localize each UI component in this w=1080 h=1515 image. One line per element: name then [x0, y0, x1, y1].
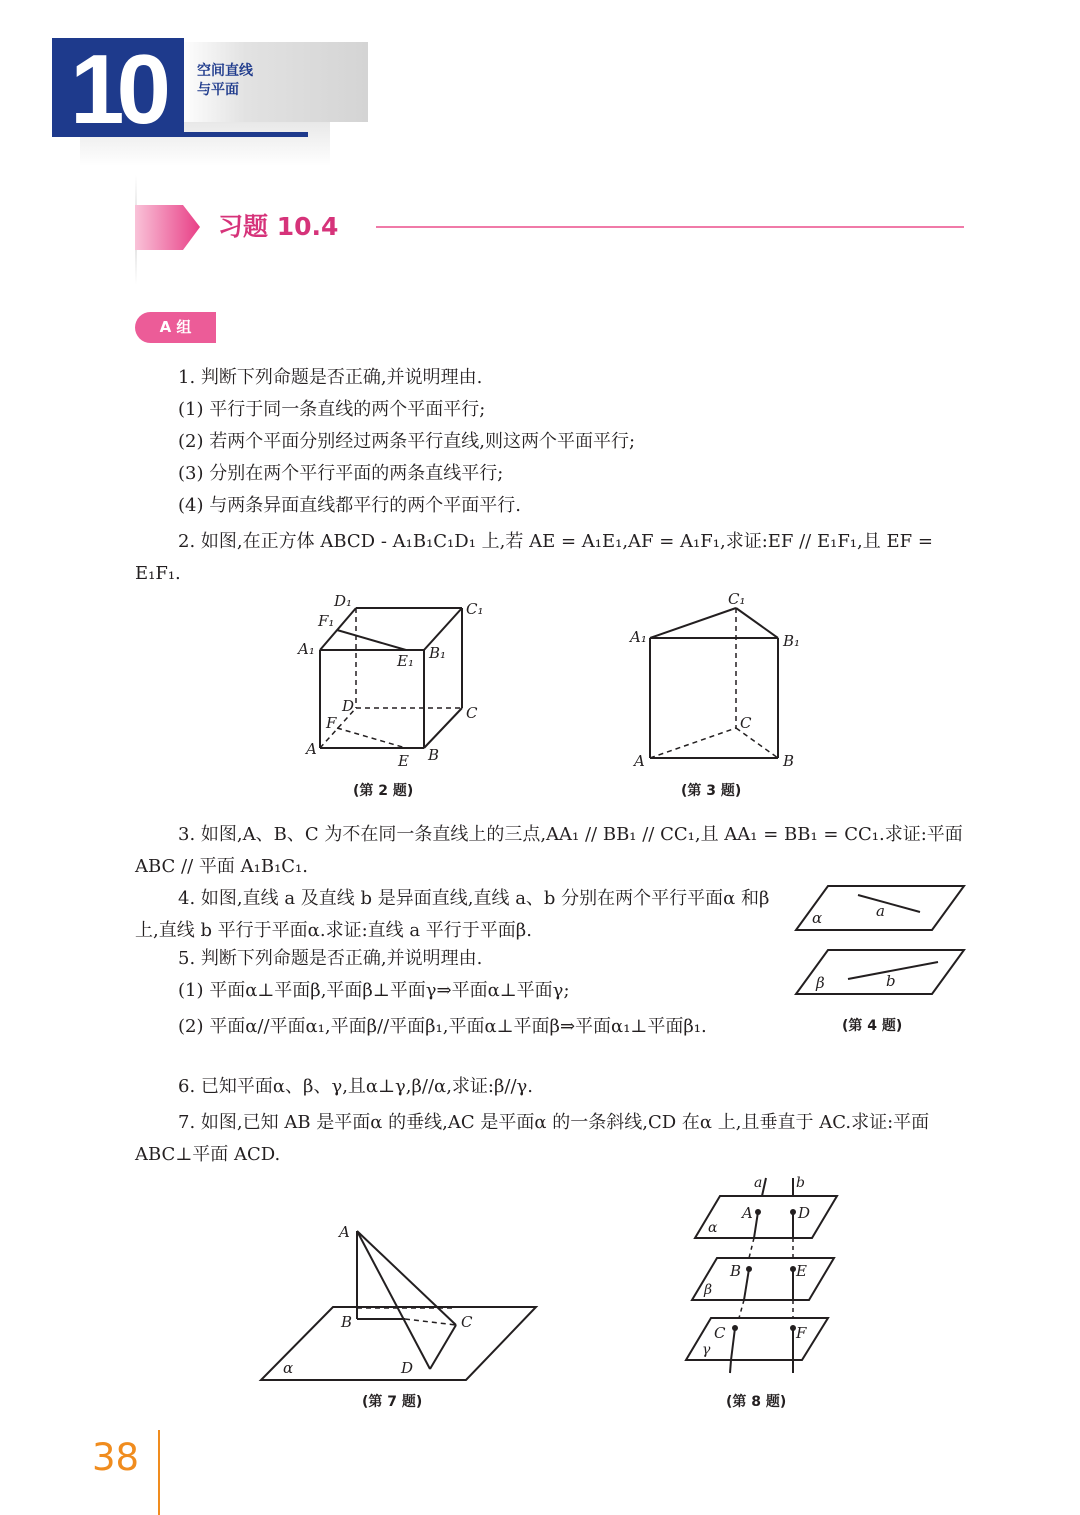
- figure-8-caption: (第 8 题): [726, 1394, 787, 1410]
- section-arrow-icon: [135, 205, 201, 250]
- problem-7: 7. 如图,已知 AB 是平面α 的垂线,AC 是平面α 的一条斜线,CD 在α 上,且垂直于 AC.求证:平面 ABC⊥平面 ACD.: [135, 1112, 930, 1165]
- fig2-label-F1: F₁: [318, 612, 335, 630]
- problem-6: 6. 已知平面α、β、γ,且α⊥γ,β//α,求证:β//γ.: [178, 1076, 533, 1097]
- fig8-label-alpha: α: [708, 1220, 718, 1236]
- chapter-number: 10: [70, 34, 164, 144]
- figure-7-caption: (第 7 题): [362, 1394, 423, 1410]
- section-rule: [376, 226, 964, 228]
- fig2-label-A1: A₁: [298, 640, 315, 658]
- fig4-label-b: b: [886, 972, 896, 990]
- problem-1: 1. 判断下列命题是否正确,并说明理由.: [178, 367, 483, 388]
- problem-1-item-4: (4) 与两条异面直线都平行的两个平面平行.: [178, 495, 521, 516]
- problem-2: 2. 如图,在正方体 ABCD - A₁B₁C₁D₁ 上,若 AE = A₁E₁,AF = A₁F₁,求证:EF // E₁F₁,且 EF = E₁F₁.: [135, 531, 933, 584]
- fig8-label-A: A: [742, 1204, 753, 1222]
- chapter-title: [197, 62, 253, 100]
- problem-5-item-1: (1) 平面α⊥平面β,平面β⊥平面γ⇒平面α⊥平面γ;: [178, 980, 570, 1001]
- fig7-label-D: D: [401, 1359, 414, 1377]
- fig3-label-A1: A₁: [630, 628, 647, 646]
- fig3-label-B: B: [783, 752, 795, 770]
- fig7-label-A: A: [339, 1223, 350, 1241]
- figure-8-diagram: [680, 1170, 845, 1385]
- group-badge: A 组: [135, 312, 216, 343]
- fig8-label-a: a: [754, 1175, 763, 1191]
- page-number-bar: [158, 1430, 160, 1515]
- fig8-label-F: F: [796, 1324, 807, 1342]
- figure-3-prism: [620, 588, 820, 778]
- chapter-underline: [184, 132, 308, 137]
- section-title: 习题 10.4: [218, 212, 339, 241]
- fig4-label-beta: β: [816, 974, 825, 992]
- fig8-label-b: b: [796, 1175, 805, 1191]
- fig3-label-C1: C₁: [728, 590, 746, 608]
- figure-2-caption: (第 2 题): [353, 783, 414, 799]
- fig4-label-alpha: α: [812, 909, 823, 927]
- problem-1-item-3: (3) 分别在两个平行平面的两条直线平行;: [178, 463, 504, 484]
- chapter-title-line1: 空间直线: [197, 63, 253, 79]
- fig8-label-D: D: [798, 1204, 811, 1222]
- fig2-label-D: D: [342, 697, 355, 715]
- problem-4: 4. 如图,直线 a 及直线 b 是异面直线,直线 a、b 分别在两个平行平面α 和β 上,直线 b 平行于平面α.求证:直线 a 平行于平面β.: [135, 888, 770, 941]
- fig2-label-C1: C₁: [466, 600, 484, 618]
- fig2-label-A: A: [306, 740, 317, 758]
- fig2-label-F: F: [326, 714, 337, 732]
- fig3-label-A: A: [634, 752, 645, 770]
- fig4-label-a: a: [876, 902, 885, 920]
- problem-5-item-2: (2) 平面α//平面α₁,平面β//平面β₁,平面α⊥平面β⇒平面α₁⊥平面β₁.: [178, 1016, 707, 1037]
- problem-3: 3. 如图,A、B、C 为不在同一条直线上的三点,AA₁ // BB₁ // CC₁,且 AA₁ = BB₁ = CC₁.求证:平面 ABC // 平面 A₁B₁C₁.: [135, 824, 963, 877]
- figure-2-cube: [290, 588, 500, 778]
- fig2-label-B: B: [428, 746, 440, 764]
- fig7-label-B: B: [341, 1313, 353, 1331]
- page-number: 38: [92, 1436, 140, 1479]
- fig2-label-B1: B₁: [429, 644, 447, 662]
- fig2-label-D1: D₁: [334, 592, 353, 610]
- figure-3-caption: (第 3 题): [681, 783, 742, 799]
- fig7-label-alpha: α: [283, 1359, 294, 1377]
- fig3-label-B1: B₁: [783, 632, 801, 650]
- chapter-title-line2: 与平面: [197, 82, 239, 98]
- fig7-label-C: C: [461, 1313, 473, 1331]
- fig8-label-C: C: [714, 1324, 726, 1342]
- problem-5: 5. 判断下列命题是否正确,并说明理由.: [178, 948, 483, 969]
- figure-7-diagram: [255, 1215, 545, 1390]
- fig8-label-gamma: γ: [702, 1342, 711, 1358]
- fig2-label-C: C: [466, 704, 478, 722]
- problem-1-item-2: (2) 若两个平面分别经过两条平行直线,则这两个平面平行;: [178, 431, 636, 452]
- fig8-label-E: E: [796, 1262, 807, 1280]
- fig3-label-C: C: [740, 714, 752, 732]
- figure-4-planes: [790, 878, 970, 1003]
- fig2-label-E1: E₁: [397, 652, 414, 670]
- fig8-label-beta: β: [704, 1282, 713, 1298]
- problem-1-item-1: (1) 平行于同一条直线的两个平面平行;: [178, 399, 486, 420]
- fig8-label-B: B: [730, 1262, 742, 1280]
- fig2-label-E: E: [398, 752, 409, 770]
- figure-4-caption: (第 4 题): [842, 1018, 903, 1034]
